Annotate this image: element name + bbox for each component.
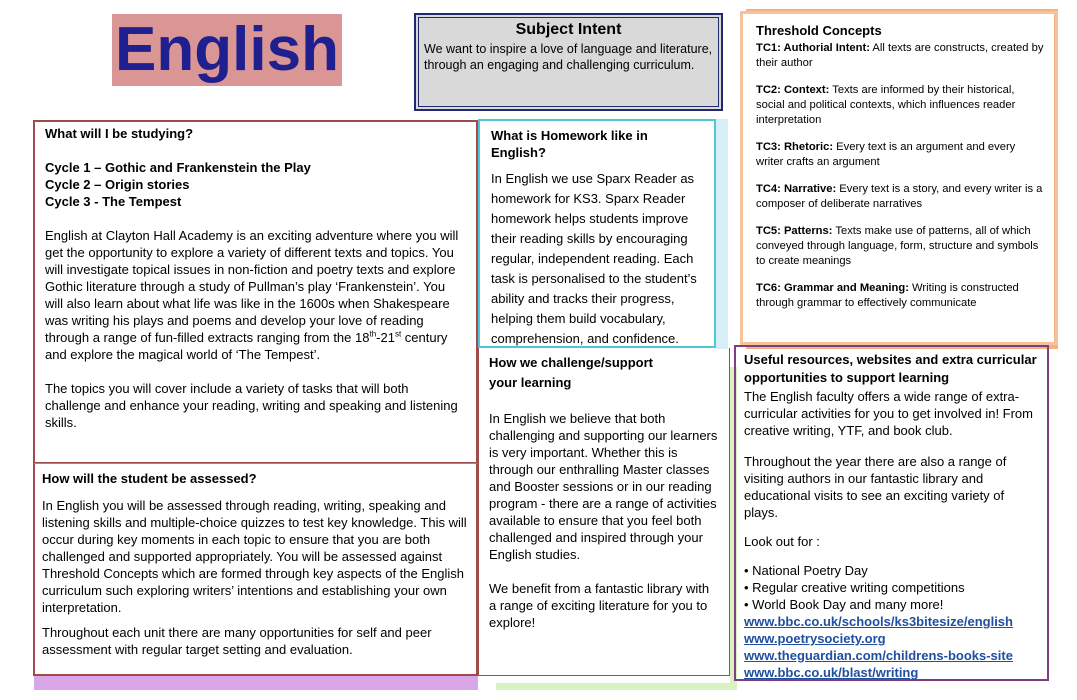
- threshold-item: [756, 182, 1045, 212]
- assessment-shadow: [34, 676, 478, 690]
- threshold-concepts-box: [740, 11, 1058, 345]
- superscript-th: th: [369, 329, 377, 339]
- link-guardian-books[interactable]: www.theguardian.com/childrens-books-site: [744, 648, 1013, 663]
- support-heading: How we challenge/support your learning: [489, 355, 653, 390]
- threshold-label: TC1: Authorial Intent:: [756, 42, 870, 54]
- studying-text-c: century and explore the magical world of ‘The Tempest’.: [45, 330, 448, 362]
- threshold-text: Every text is a story, and every writer is a composer of deliberate narratives: [756, 183, 1043, 210]
- threshold-label: TC4: Narrative:: [756, 183, 837, 195]
- threshold-item: [756, 140, 1045, 170]
- threshold-text: Writing is constructed through grammar to effectively communicate: [756, 282, 1019, 309]
- threshold-text: Texts make use of patterns, all of which conveyed through language, form, structure and symbols to create meanings: [756, 225, 1039, 267]
- link-poetry-society[interactable]: www.poetrysociety.org: [744, 631, 886, 646]
- homework-heading: What is Homework like in English?: [491, 128, 648, 160]
- threshold-label: TC6: Grammar and Meaning:: [756, 282, 909, 294]
- link-bbc-bitesize[interactable]: www.bbc.co.uk/schools/ks3bitesize/english: [744, 614, 1013, 629]
- cycle-1: Cycle 1 – Gothic and Frankenstein the Play: [45, 160, 311, 175]
- studying-text-b: -21: [376, 330, 395, 345]
- studying-box: [33, 120, 478, 464]
- studying-heading: What will I be studying?: [45, 126, 194, 141]
- subject-intent-text: We want to inspire a love of language and literature, through an engaging and challenging curriculum.: [424, 42, 713, 72]
- threshold-item: [756, 41, 1045, 71]
- cycle-2: Cycle 2 – Origin stories: [45, 177, 190, 192]
- cycle-3: Cycle 3 - The Tempest: [45, 194, 182, 209]
- threshold-label: TC3: Rhetoric:: [756, 141, 834, 153]
- subject-intent-box: [414, 13, 723, 111]
- studying-text-a: English at Clayton Hall Academy is an exciting adventure where you will get the opportunity to explore a variety of different texts and topics. You will investigate topical issues in non-fiction and poetry texts and explore Gothic literature through a study of Pullman’s play ‘Frankenstein’. You will also learn about what life was like in the 1600s when Shakespeare was writing his plays and poems and develop your love of reading through a range of fun-filled extracts ranging from the 18: [45, 228, 459, 345]
- resources-paragraph-1: The English faculty offers a wide range of extra-curricular activities for you to get involved in! From creative writing, YTF, and book club.: [744, 389, 1033, 438]
- threshold-text: All texts are constructs, created by their author: [756, 42, 1044, 69]
- resources-heading: Useful resources, websites and extra curricular opportunities to support learning: [744, 352, 1037, 385]
- threshold-text: Texts are informed by their historical, social and political contexts, which influences reader interpretation: [756, 84, 1016, 126]
- list-item: • World Book Day and many more!: [744, 596, 1039, 613]
- studying-paragraph-2: The topics you will cover include a variety of tasks that will both challenge and enhance your reading, writing and speaking and listening skills.: [45, 381, 458, 430]
- list-item: • National Poetry Day: [744, 562, 1039, 579]
- look-out-label: Look out for :: [744, 534, 820, 549]
- subject-intent-title: Subject Intent: [515, 21, 622, 38]
- page-title: English: [112, 14, 342, 86]
- homework-box: [478, 119, 716, 348]
- threshold-label: TC2: Context:: [756, 84, 830, 96]
- link-bbc-blast[interactable]: www.bbc.co.uk/blast/writing: [744, 665, 919, 680]
- threshold-label: TC5: Patterns:: [756, 225, 833, 237]
- assessment-heading: How will the student be assessed?: [42, 471, 257, 486]
- support-shadow-bottom: [496, 683, 737, 690]
- resources-paragraph-2: Throughout the year there are also a range of visiting authors in our fantastic library and educational visits to see an exciting variety of plays.: [744, 454, 1007, 520]
- list-item: • Regular creative writing competitions: [744, 579, 1039, 596]
- threshold-item: [756, 281, 1045, 311]
- threshold-item: [756, 83, 1045, 128]
- resources-box: [734, 345, 1049, 681]
- threshold-item: [756, 224, 1045, 269]
- assessment-box: [33, 463, 478, 676]
- superscript-st: st: [394, 329, 402, 339]
- threshold-text: Every text is an argument and every writer crafts an argument: [756, 141, 1016, 168]
- support-paragraph-2: We benefit from a fantastic library with a range of exciting literature for you to explore!: [489, 581, 710, 630]
- events-list: [744, 562, 1039, 613]
- studying-paragraph-1: [45, 227, 466, 363]
- assessment-paragraph-1: In English you will be assessed through reading, writing, speaking and listening skills and multiple-choice quizzes to test key knowledge. This will occur during key moments in each topic to ensure that you are both challenged and supported appropriately. You will be assessed against Threshold Concepts which are formed through key aspects of the English curriculum such exploring writers’ intentions and establishing your own interpretation.: [42, 498, 467, 615]
- threshold-title: Threshold Concepts: [756, 23, 882, 38]
- support-paragraph-1: In English we believe that both challenging and supporting our learners is very important. Whether this is through our enthralling Master classes and Booster sessions or in our reading program - there are a range of activities available to ensure that you feel both challenged and inspired through your English studies.: [489, 411, 718, 562]
- homework-shadow: [716, 119, 728, 349]
- support-box: [478, 348, 730, 676]
- homework-text: In English we use Sparx Reader as homework for KS3. Sparx Reader homework helps students improve their reading skills by encouraging regular, independent reading. Each task is personalised to the student’s ability and tracks their progress, helping them build vocabulary, comprehension, and confidence.: [491, 171, 697, 346]
- spacer: [45, 142, 466, 159]
- assessment-paragraph-2: Throughout each unit there are many opportunities for self and peer assessment with regular target setting and evaluation.: [42, 625, 432, 657]
